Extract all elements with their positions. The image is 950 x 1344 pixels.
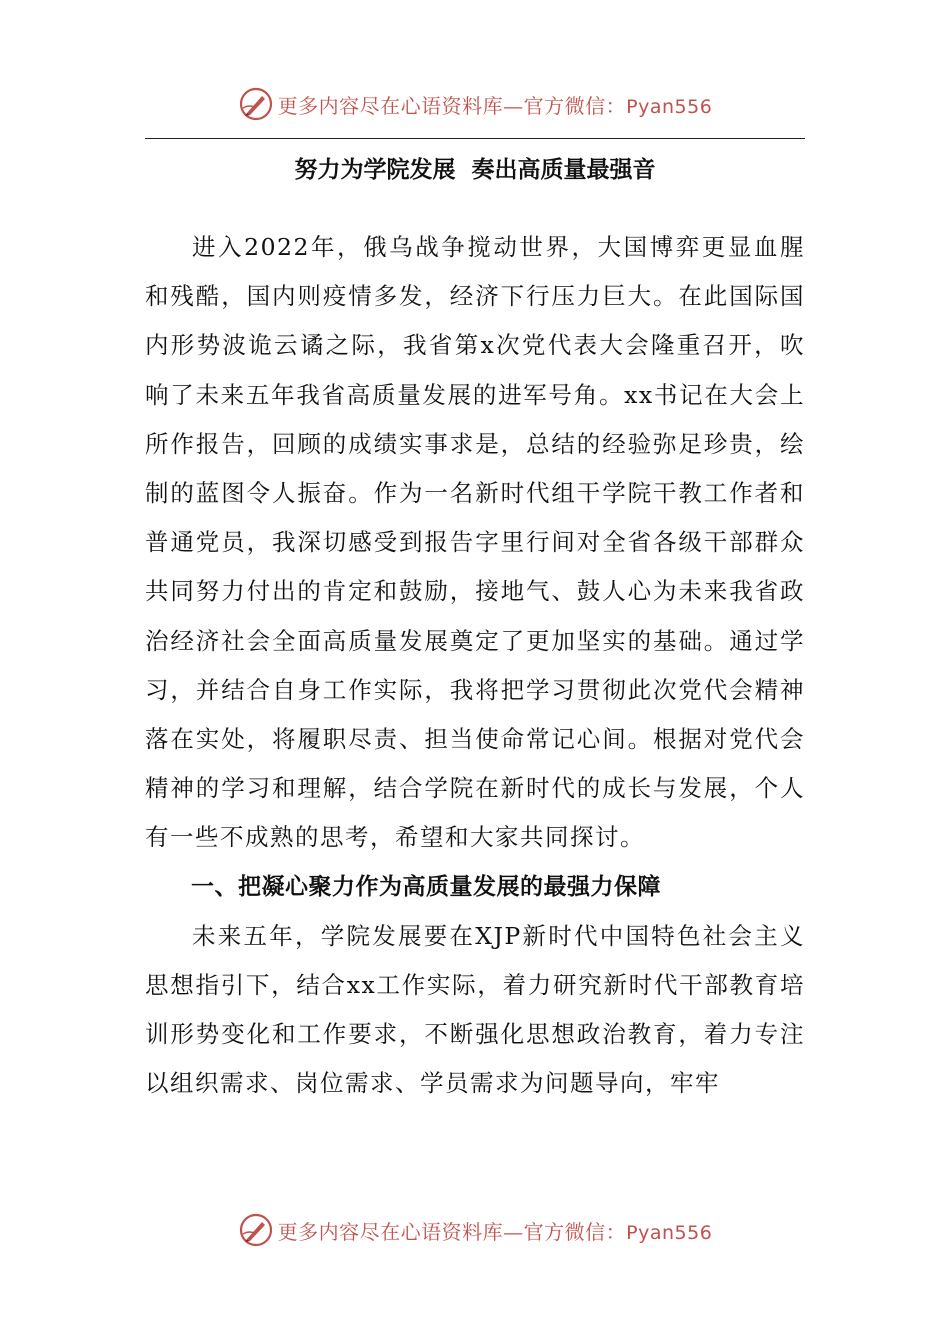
- footer-watermark: [0, 1208, 950, 1252]
- section-heading: 一、把凝心聚力作为高质量发展的最强力保障: [191, 873, 661, 900]
- header-divider: [145, 138, 805, 139]
- watermark-text: 更多内容尽在心语资料库—官方微信：Pyan556: [277, 1219, 713, 1244]
- pen-logo-icon: [238, 86, 274, 122]
- intro-paragraph: 进入2022年，俄乌战争搅动世界，大国博弈更显血腥和残酷，国内则疫情多发，经济下行压力巨大。在此国际国内形势波诡云谲之际，我省第x次党代表大会隆重召开，吹响了未来五年我省高质量发展的进军号角。xx书记在大会上所作报告，回顾的成绩实事求是，总结的经验弥足珍贵，绘制的蓝图令人振奋。作为一名新时代组干学院干教工作者和普通党员，我深切感受到报告字里行间对全省各级干部群众共同努力付出的肯定和鼓励，接地气、鼓人心为未来我省政治经济社会全面高质量发展奠定了更加坚实的基础。通过学习，并结合自身工作实际，我将把学习贯彻此次党代会精神落在实处，将履职尽责、担当使命常记心间。根据对党代会精神的学习和理解，结合学院在新时代的成长与发展，个人有一些不成熟的思考，希望和大家共同探讨。: [145, 233, 805, 852]
- header-watermark: [0, 82, 950, 126]
- document-title: 努力为学院发展 奏出高质量最强音: [294, 157, 656, 183]
- section-paragraph: 未来五年，学院发展要在XJP新时代中国特色社会主义思想指引下，结合xx工作实际，着力研究新时代干部教育培训形势变化和工作要求，不断强化思想政治教育，着力专注以组织需求、岗位需求、学员需求为问题导向，牢牢: [145, 921, 805, 1098]
- document-body: [145, 223, 805, 1109]
- wechat-id: Pyan556: [626, 1221, 713, 1244]
- pen-logo-icon: [238, 1212, 274, 1248]
- wechat-id: Pyan556: [626, 95, 713, 118]
- watermark-text: 更多内容尽在心语资料库—官方微信：Pyan556: [277, 93, 713, 118]
